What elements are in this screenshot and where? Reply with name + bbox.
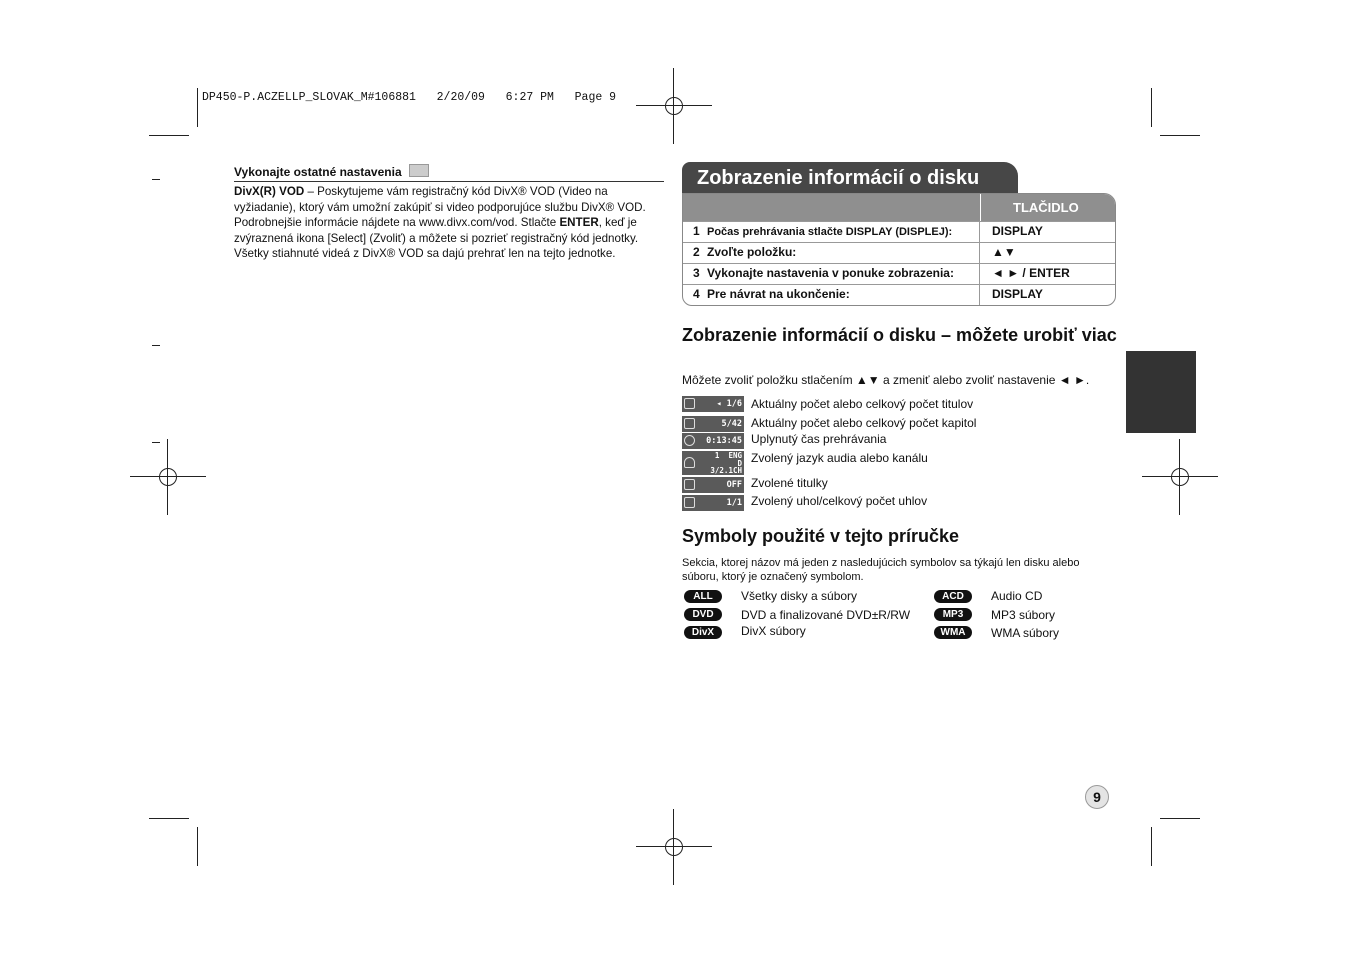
symbol-label: DivX súbory <box>741 624 806 638</box>
table-header-button-col: TLAČIDLO <box>1013 200 1079 215</box>
steps-table <box>682 193 1116 306</box>
crop-mark <box>1151 827 1152 866</box>
title-icon <box>684 398 695 409</box>
osd-label: Uplynutý čas prehrávania <box>751 432 887 446</box>
symbol-label: MP3 súbory <box>991 608 1056 622</box>
symbol-badge-wma: WMA <box>934 626 972 639</box>
symbol-badge-acd: ACD <box>934 590 972 603</box>
section-intro: Sekcia, ktorej názov má jeden z nasledujúcich symbolov sa týkajú len disku alebo súboru, ktorý je označený symbolom. <box>682 557 1080 583</box>
table-row: 4 Pre návrat na ukončenie: DISPLAY <box>683 284 1115 305</box>
chapter-tab <box>1126 351 1196 433</box>
table-row: 2 Zvoľte položku: ▲▼ <box>683 242 1115 263</box>
margin-tick <box>152 345 160 346</box>
osd-chapter-display: 5/42 <box>682 416 744 432</box>
osd-subtitle-display: OFF <box>682 477 744 493</box>
symbol-badge-divx: DivX <box>684 626 722 639</box>
symbol-label: DVD a finalizované DVD±R/RW <box>741 608 911 622</box>
section-heading: Zobrazenie informácií o disku – môžete urobiť viac <box>682 325 1117 345</box>
chapter-icon <box>684 418 695 429</box>
osd-label: Aktuálny počet alebo celkový počet titulov <box>751 397 974 411</box>
margin-tick <box>152 442 160 443</box>
symbol-badge-mp3: MP3 <box>934 608 972 621</box>
osd-label: Zvolený uhol/celkový počet uhlov <box>751 494 928 508</box>
crop-mark <box>197 88 198 127</box>
symbol-badge-all: ALL <box>684 590 722 603</box>
symbol-label: Audio CD <box>991 589 1043 603</box>
left-title-rule <box>234 181 664 182</box>
symbol-label: WMA súbory <box>991 626 1060 640</box>
section-intro: Môžete zvoliť položku stlačením ▲▼ a zmeniť alebo zvoliť nastavenie ◄ ►. <box>682 373 1090 387</box>
clock-icon <box>684 435 695 446</box>
divx-vod-paragraph: DivX(R) VOD – Poskytujeme vám registračný kód DivX® VOD (Video na vyžiadanie), ktorý vám umožní zakúpiť si video podporujúce službu DivX® VOD. Podrobnejšie informácie nájdete na www.divx.com/vod. Stlačte ENTER, keď je zvýraznená ikona [Select] (Zvoliť) a môžete si pozrieť registračný kód jednotky. Všetky stiahnuté videá z DivX® VOD sa dajú prehrať len na tejto jednotke. <box>234 185 646 261</box>
table-row: 1 Počas prehrávania stlačte DISPLAY (DISPLEJ): DISPLAY <box>683 221 1115 242</box>
subtitle-icon <box>684 479 695 490</box>
symbol-badge-dvd: DVD <box>684 608 722 621</box>
settings-icon <box>409 164 429 177</box>
osd-label: Zvolené titulky <box>751 476 828 490</box>
osd-time-display: 0:13:45 <box>682 433 744 449</box>
section-banner: Zobrazenie informácií o disku <box>682 162 1018 194</box>
osd-audio-display: 1 ENG D 3/2.1CH <box>682 451 744 475</box>
left-section-title: Vykonajte ostatné nastavenia <box>234 164 429 179</box>
printer-slug: DP450-P.ACZELLP_SLOVAK_M#106881 2/20/09 6:27 PM Page 9 <box>202 91 617 104</box>
headphones-icon <box>684 457 695 468</box>
crop-mark <box>149 135 189 136</box>
crop-mark <box>1160 818 1200 819</box>
page-number: 9 <box>1085 785 1109 809</box>
margin-tick <box>152 179 160 180</box>
table-header <box>683 194 1115 221</box>
registration-mark <box>636 809 712 885</box>
osd-title-display: ◂ 1/6 <box>682 396 744 412</box>
registration-mark <box>130 439 206 515</box>
symbol-label: Všetky disky a súbory <box>741 589 858 603</box>
crop-mark <box>149 818 189 819</box>
table-row: 3 Vykonajte nastavenia v ponuke zobrazenia: ◄ ► / ENTER <box>683 263 1115 284</box>
crop-mark <box>197 827 198 866</box>
osd-label: Aktuálny počet alebo celkový počet kapitol <box>751 416 977 430</box>
crop-mark <box>1151 88 1152 127</box>
camera-angle-icon <box>684 497 695 508</box>
section-heading: Symboly použité v tejto príručke <box>682 526 960 546</box>
osd-label: Zvolený jazyk audia alebo kanálu <box>751 451 928 465</box>
osd-angle-display: 1/1 <box>682 495 744 511</box>
registration-mark <box>1142 439 1218 515</box>
crop-mark <box>1160 135 1200 136</box>
registration-mark <box>636 68 712 144</box>
